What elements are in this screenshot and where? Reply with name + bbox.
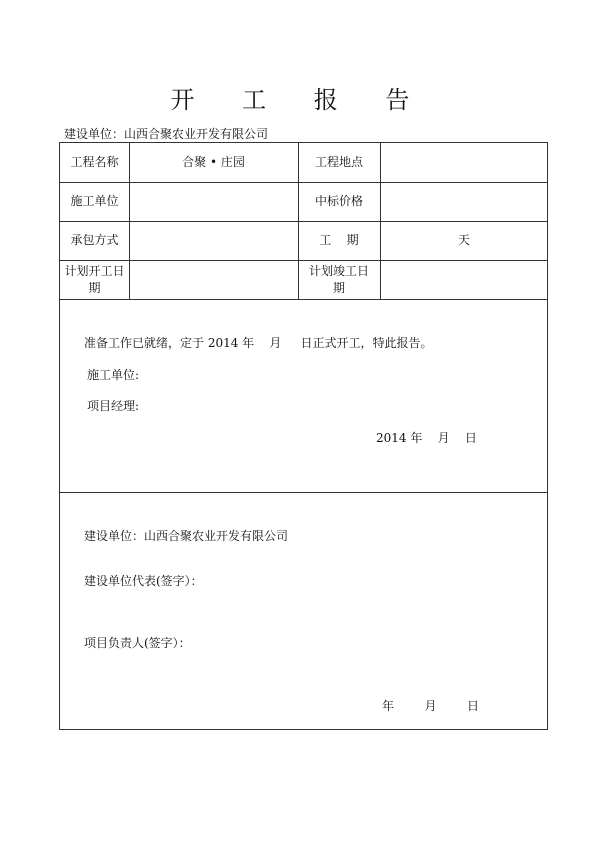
contractor-label: 施工单位	[70, 194, 119, 208]
contractor-value	[129, 182, 298, 221]
project-manager-label: 项目经理:	[87, 399, 140, 413]
builder-unit: 建设单位：山西合聚农业开发有限公司	[84, 529, 289, 543]
contractor-sign-label: 施工单位:	[87, 368, 140, 382]
bid-price-value	[380, 182, 548, 221]
planned-end-label: 计划竣工日期	[308, 263, 369, 295]
row-divider	[60, 492, 547, 493]
duration-label: 工 期	[319, 233, 359, 247]
start-statement: 准备工作已就绪，定于 2014 年 月 日正式开工，特此报告。	[84, 336, 433, 350]
project-location-label: 工程地点	[314, 155, 363, 169]
section1-date: 2014 年 月 日	[376, 431, 477, 445]
page-title: 开 工 报 告	[170, 86, 430, 114]
builder-line: 建设单位：山西合聚农业开发有限公司	[64, 127, 269, 141]
duration-value: 天	[457, 233, 470, 247]
project-location-value	[380, 143, 548, 182]
contract-method-value	[129, 221, 298, 260]
principal-sign-label: 项目负责人(签字）：	[84, 636, 191, 650]
contract-method-label: 承包方式	[70, 233, 119, 247]
planned-start-label: 计划开工日期	[64, 263, 125, 295]
row-divider	[60, 299, 547, 300]
planned-end-value	[380, 260, 548, 299]
report-table	[59, 142, 548, 730]
planned-start-value	[129, 260, 298, 299]
project-name-value: 合聚 • 庄园	[182, 155, 245, 169]
section2-date: 年 月 日	[382, 699, 480, 713]
project-name-label: 工程名称	[70, 155, 119, 169]
bid-price-label: 中标价格	[314, 194, 363, 208]
builder-rep-sign-label: 建设单位代表(签字）：	[84, 574, 203, 588]
